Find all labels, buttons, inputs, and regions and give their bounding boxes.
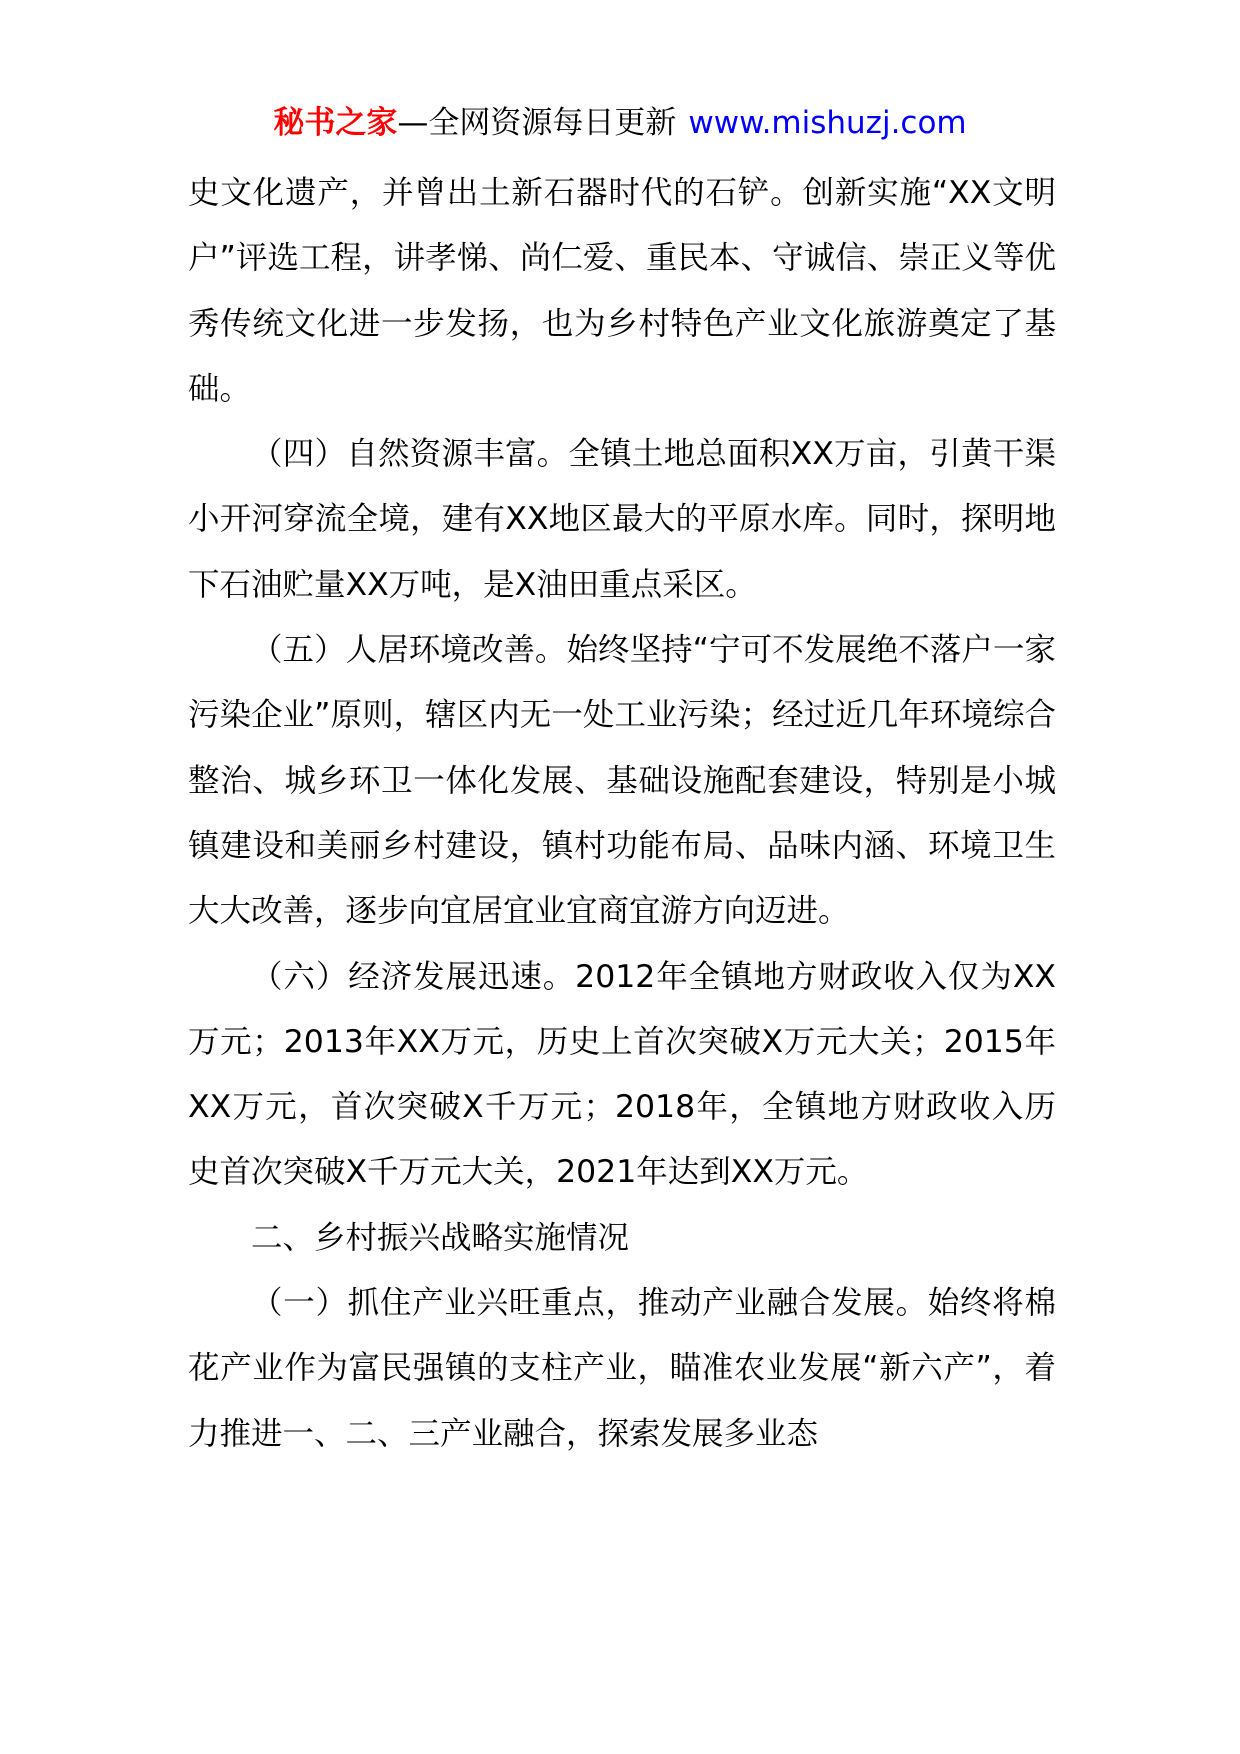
paragraph-living-environment: （五）人居环境改善。始终坚持“宁可不发展绝不落户一家污染企业”原则，辖区内无一处工业污染；经过近几年环境综合整治、城乡环卫一体化发展、基础设施配套建设，特别是小城镇建设和美丽乡村建设，镇村功能布局、品味内涵、环境卫生大大改善，逐步向宜居宜业宜商宜游方向迈进。 <box>188 632 1056 930</box>
paragraph-natural-resources: （四）自然资源丰富。全镇土地总面积XX万亩，引黄干渠小开河穿流全境，建有XX地区最大的平原水库。同时，探明地下石油贮量XX万吨，是X油田重点采区。 <box>188 436 1056 603</box>
paragraph-industry-integration: （一）抓住产业兴旺重点，推动产业融合发展。始终将棉花产业作为富民强镇的支柱产业，瞄准农业发展“新六产”，着力推进一、二、三产业融合，探索发展多业态 <box>188 1285 1056 1452</box>
document-body <box>188 161 1056 1467</box>
page-header <box>0 100 1240 146</box>
paragraph-continuation: 史文化遗产，并曾出土新石器时代的石铲。创新实施“XX文明户”评选工程，讲孝悌、尚仁爱、重民本、守诚信、崇正义等优秀传统文化进一步发扬，也为乡村特色产业文化旅游奠定了基础。 <box>188 175 1056 407</box>
paragraph-economic-development: （六）经济发展迅速。2012年全镇地方财政收入仅为XX万元；2013年XX万元，历史上首次突破X万元大关；2015年XX万元，首次突破X千万元；2018年，全镇地方财政收入历史首次突破X千万元大关，2021年达到XX万元。 <box>188 958 1056 1191</box>
header-url-link[interactable]: www.mishuzj.com <box>688 105 967 141</box>
brand-name: 秘书之家 <box>273 105 398 141</box>
section-heading: 二、乡村振兴战略实施情况 <box>251 1219 630 1256</box>
header-tagline: —全网资源每日更新 <box>397 105 677 141</box>
